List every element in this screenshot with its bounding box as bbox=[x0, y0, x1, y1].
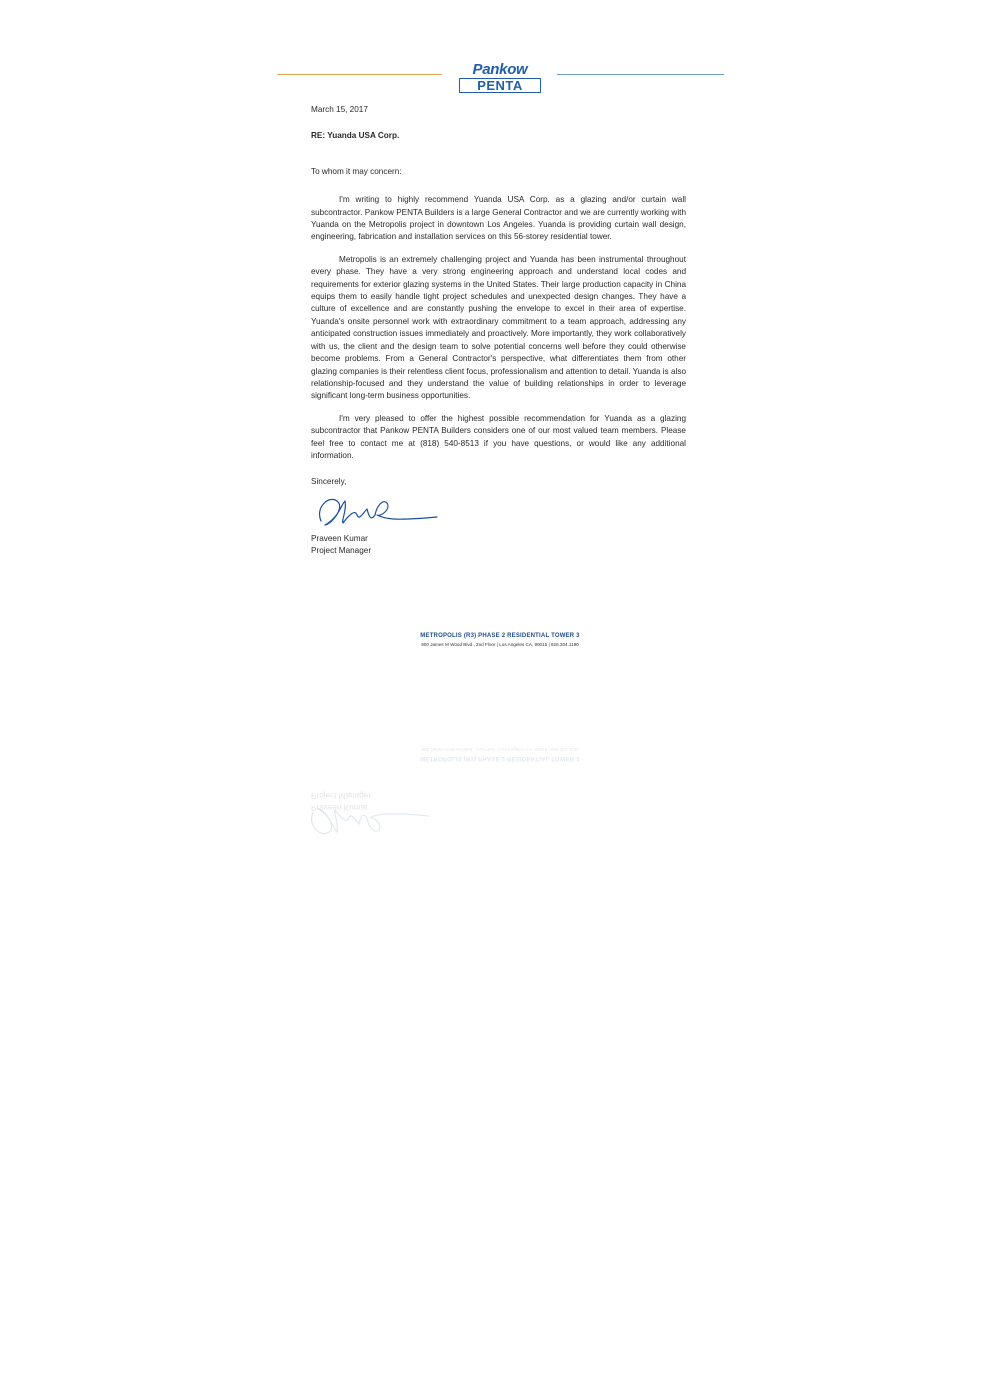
reflection-signature bbox=[303, 800, 433, 846]
letterhead-rule-left bbox=[277, 74, 442, 75]
reflection-footer-title: METROPOLIS (R3) PHASE 2 RESIDENTIAL TOWER 3 bbox=[420, 755, 580, 761]
letter-footer bbox=[360, 632, 640, 649]
logo-wordmark-top: Pankow bbox=[472, 61, 528, 78]
reflection-signer-title: Project Manager bbox=[311, 790, 372, 800]
letter-body bbox=[311, 104, 686, 558]
footer-address: 900 James M Wood Blvd., 2nd Floor | Los Angeles CA, 90015 | 626.304.1190 bbox=[421, 642, 579, 647]
letter-subject: RE: Yuanda USA Corp. bbox=[311, 131, 400, 141]
handwritten-signature bbox=[311, 487, 441, 533]
pankow-penta-logo bbox=[455, 61, 545, 95]
reflection-footer bbox=[360, 745, 640, 762]
letterhead-rule-right bbox=[557, 74, 724, 75]
letter-paragraph-3: I'm very pleased to offer the highest possible recommendation for Yuanda as a glazing subcontractor that Pankow PENTA Builders considers one of our most valued team members. Please feel free to contact me at (818) 540-8513 if you have questions, or would like any additional information. bbox=[311, 413, 686, 460]
letter-date: March 15, 2017 bbox=[311, 105, 368, 114]
letter-salutation: To whom it may concern: bbox=[311, 166, 402, 176]
footer-project-title: METROPOLIS (R3) PHASE 2 RESIDENTIAL TOWER 3 bbox=[420, 633, 580, 639]
page-reflection bbox=[0, 494, 1000, 1394]
reflection-signer-block bbox=[311, 788, 371, 813]
logo-wordmark-bottom: PENTA bbox=[459, 78, 541, 93]
reflection-signer-name: Praveen Kumar bbox=[311, 803, 368, 812]
signer-name: Praveen Kumar bbox=[311, 533, 368, 543]
reflection-footer-address: 900 James M Wood Blvd., 2nd Floor | Los Angeles CA, 90015 | 626.304.1190 bbox=[421, 747, 579, 752]
letter-paragraph-1: I'm writing to highly recommend Yuanda USA Corp. as a glazing and/or curtain wall subcontractor. Pankow PENTA Builders is a large General Contractor and we are currently working with Yuanda on the Metropolis project in downtown Los Angeles. Yuanda is providing curtain wall design, engineering, fabrication and installation services on this 56-storey residential tower. bbox=[311, 195, 686, 242]
letter-closing: Sincerely, bbox=[311, 477, 347, 487]
letter-paragraph-2: Metropolis is an extremely challenging project and Yuanda has been instrumental throughout every phase. They have a very strong engineering approach and understand local codes and requirements for exterior glazing systems in the United States. Their large production capacity in China equips them to easily handle tight project schedules and unexpected design changes. They have a culture of excellence and are constantly pushing the envelope to excel in their area of expertise. Yuanda's onsite personnel work with extraordinary commitment to a team approach, addressing any anticipated construction issues immediately and proactively. More importantly, they work collaboratively with us, the client and the design team to solve potential concerns well before they could otherwise become problems. From a General Contractor's perspective, what differentiates them from other glazing companies is their relentless client focus, professionalism and attention to detail. Yuanda is also relationship-focused and they understand the value of building relationships in order to leverage significant long-term business opportunities. bbox=[311, 254, 686, 401]
signer-title: Project Manager bbox=[311, 546, 372, 556]
